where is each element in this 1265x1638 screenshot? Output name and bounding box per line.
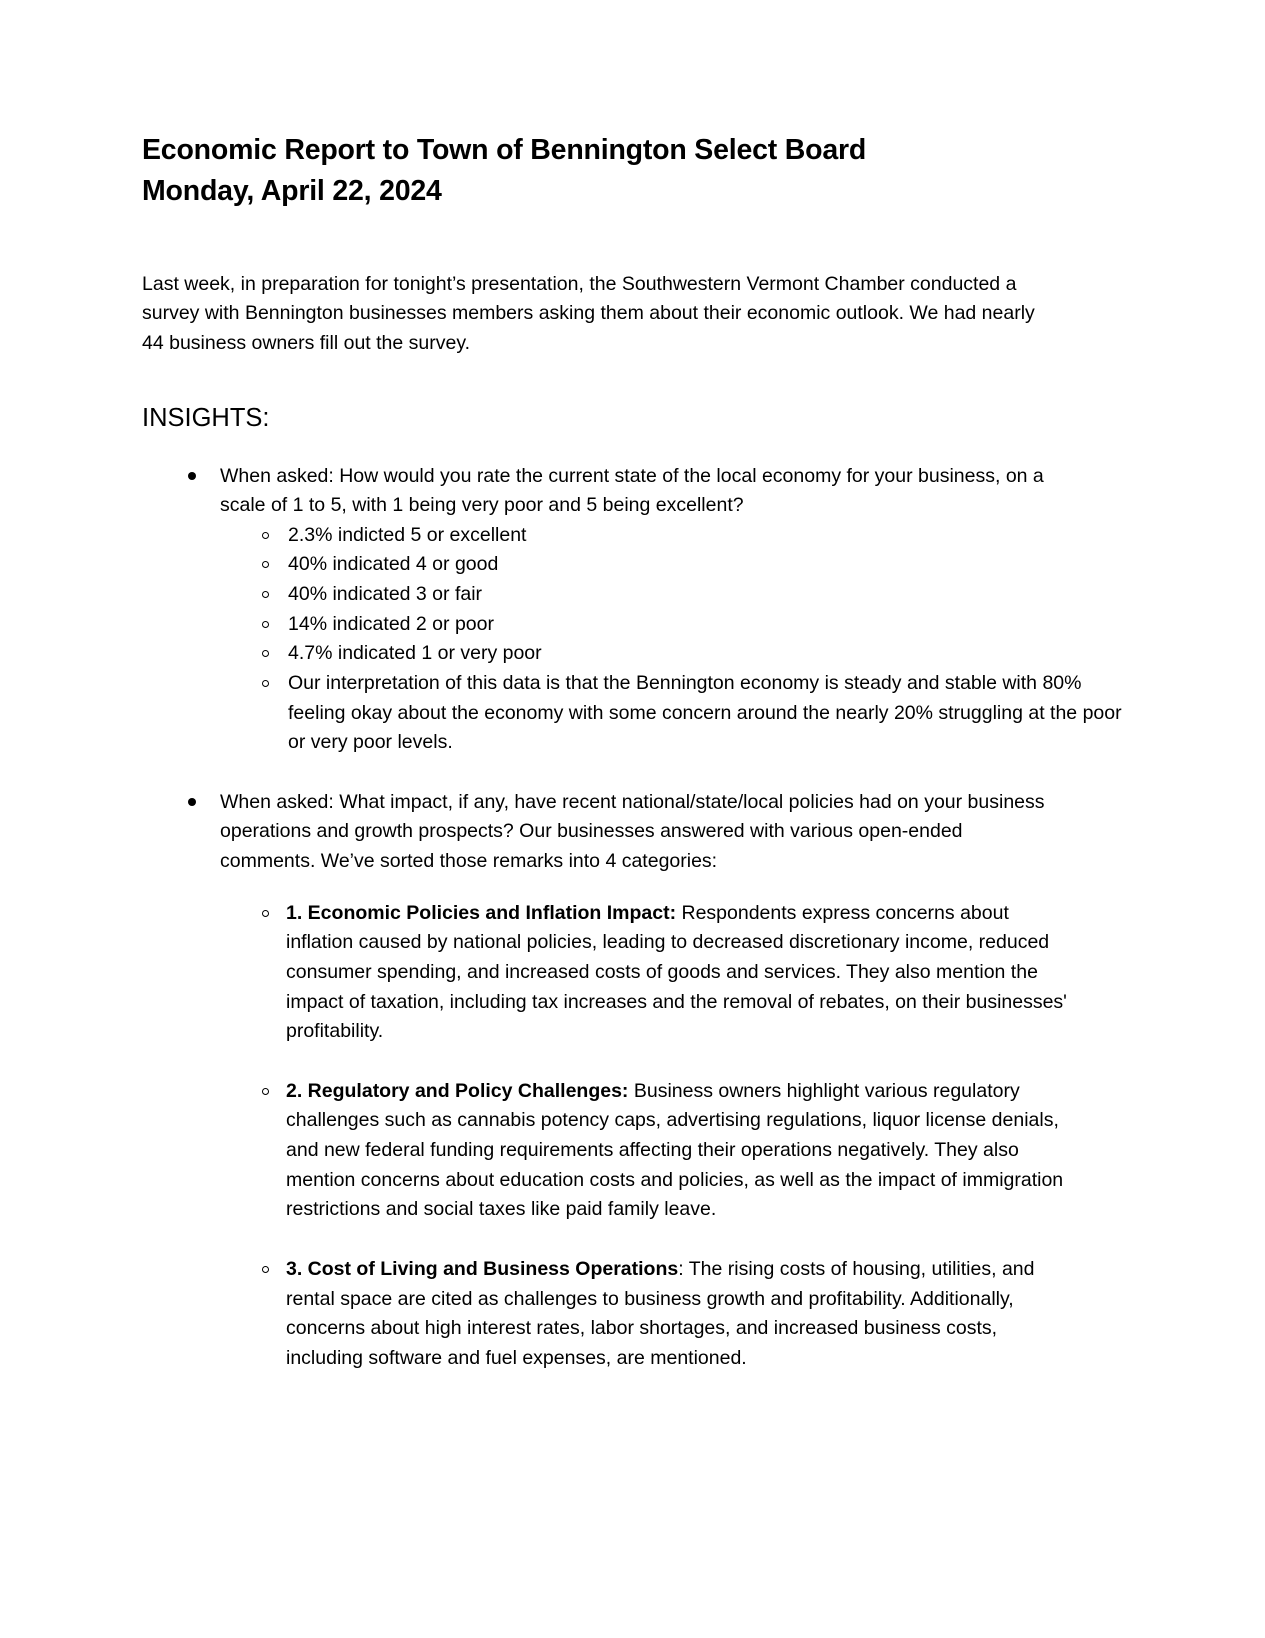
- category-list: [220, 899, 1125, 1374]
- category-label: 3. Cost of Living and Business Operations: [286, 1257, 679, 1280]
- list-item: [220, 1255, 1125, 1374]
- page-title-line-2: Monday, April 22, 2024: [142, 174, 442, 207]
- list-item: [220, 550, 1125, 580]
- sub-bullet-text: 40% indicated 3 or fair: [288, 583, 483, 606]
- category-body: : The rising costs of housing, utilities, and rental space are cited as challenges to business growth and profitability. Additionally, concerns about high interest rates, labor shortages, and increased business costs, including software and fuel expenses, are mentioned.: [286, 1257, 1035, 1369]
- list-item: [220, 639, 1125, 669]
- bullet-circle-icon: [262, 650, 269, 657]
- bullet-circle-icon: [262, 532, 269, 539]
- list-item: [220, 521, 1125, 551]
- bullet-circle-icon: [262, 561, 269, 568]
- category-label: 2. Regulatory and Policy Challenges:: [286, 1079, 629, 1102]
- list-item: [220, 669, 1125, 758]
- insights-list: [142, 462, 1125, 1374]
- bullet-disc-icon: [188, 472, 196, 480]
- bullet-circle-icon: [262, 1088, 269, 1095]
- category-label: 1. Economic Policies and Inflation Impact:: [286, 901, 677, 924]
- bullet-circle-icon: [262, 1266, 269, 1273]
- bullet-circle-icon: [262, 680, 269, 687]
- survey-results-list: [220, 521, 1125, 758]
- category-body: Business owners highlight various regulatory challenges such as cannabis potency caps, advertising regulations, liquor license denials, and new federal funding requirements affecting their operations negatively. They also mention concerns about education costs and policies, as well as the impact of immigration restrictions and social taxes like paid family leave.: [286, 1079, 1064, 1221]
- category-paragraph: [286, 1255, 1076, 1374]
- sub-bullet-text: 4.7% indicated 1 or very poor: [288, 642, 542, 665]
- category-paragraph: [286, 899, 1076, 1047]
- list-item: [220, 1077, 1125, 1225]
- sub-bullet-text: 14% indicated 2 or poor: [288, 612, 494, 635]
- list-item: [142, 788, 1125, 1374]
- sub-bullet-text: 2.3% indicted 5 or excellent: [288, 523, 527, 546]
- bullet-circle-icon: [262, 621, 269, 628]
- bullet-circle-icon: [262, 910, 269, 917]
- intro-paragraph: Last week, in preparation for tonight’s presentation, the Southwestern Vermont Chamber conducted a survey with Bennington businesses members asking them about their economic outlook. We had nearly 44 business owners fill out the survey.: [142, 272, 1035, 354]
- bullet-disc-icon: [188, 798, 196, 806]
- sub-bullet-text: 40% indicated 4 or good: [288, 553, 499, 576]
- list-item: [142, 462, 1125, 758]
- bullet-text: When asked: What impact, if any, have recent national/state/local policies had on your business operations and growth prospects? Our businesses answered with various open-ended comments. We’ve sorted those remarks into 4 categories:: [220, 790, 1045, 873]
- bullet-text: When asked: How would you rate the current state of the local economy for your business, on a scale of 1 to 5, with 1 being very poor and 5 being excellent?: [220, 464, 1044, 517]
- list-item: [220, 580, 1125, 610]
- category-body: Respondents express concerns about inflation caused by national policies, leading to decreased discretionary income, reduced consumer spending, and increased costs of goods and services. They also mention the impact of taxation, including tax increases and the removal of rebates, on their businesses' profitability.: [286, 901, 1067, 1043]
- bullet-circle-icon: [262, 591, 269, 598]
- sub-bullet-text: Our interpretation of this data is that the Bennington economy is steady and stable with 80% feeling okay about the economy with some concern around the nearly 20% struggling at the poor or very poor levels.: [288, 671, 1122, 754]
- page-title-line-1: Economic Report to Town of Bennington Select Board: [142, 134, 867, 166]
- page-title: [142, 130, 1125, 212]
- insights-heading: INSIGHTS:: [142, 404, 270, 433]
- category-paragraph: [286, 1077, 1076, 1225]
- list-item: [220, 610, 1125, 640]
- list-item: [220, 899, 1125, 1047]
